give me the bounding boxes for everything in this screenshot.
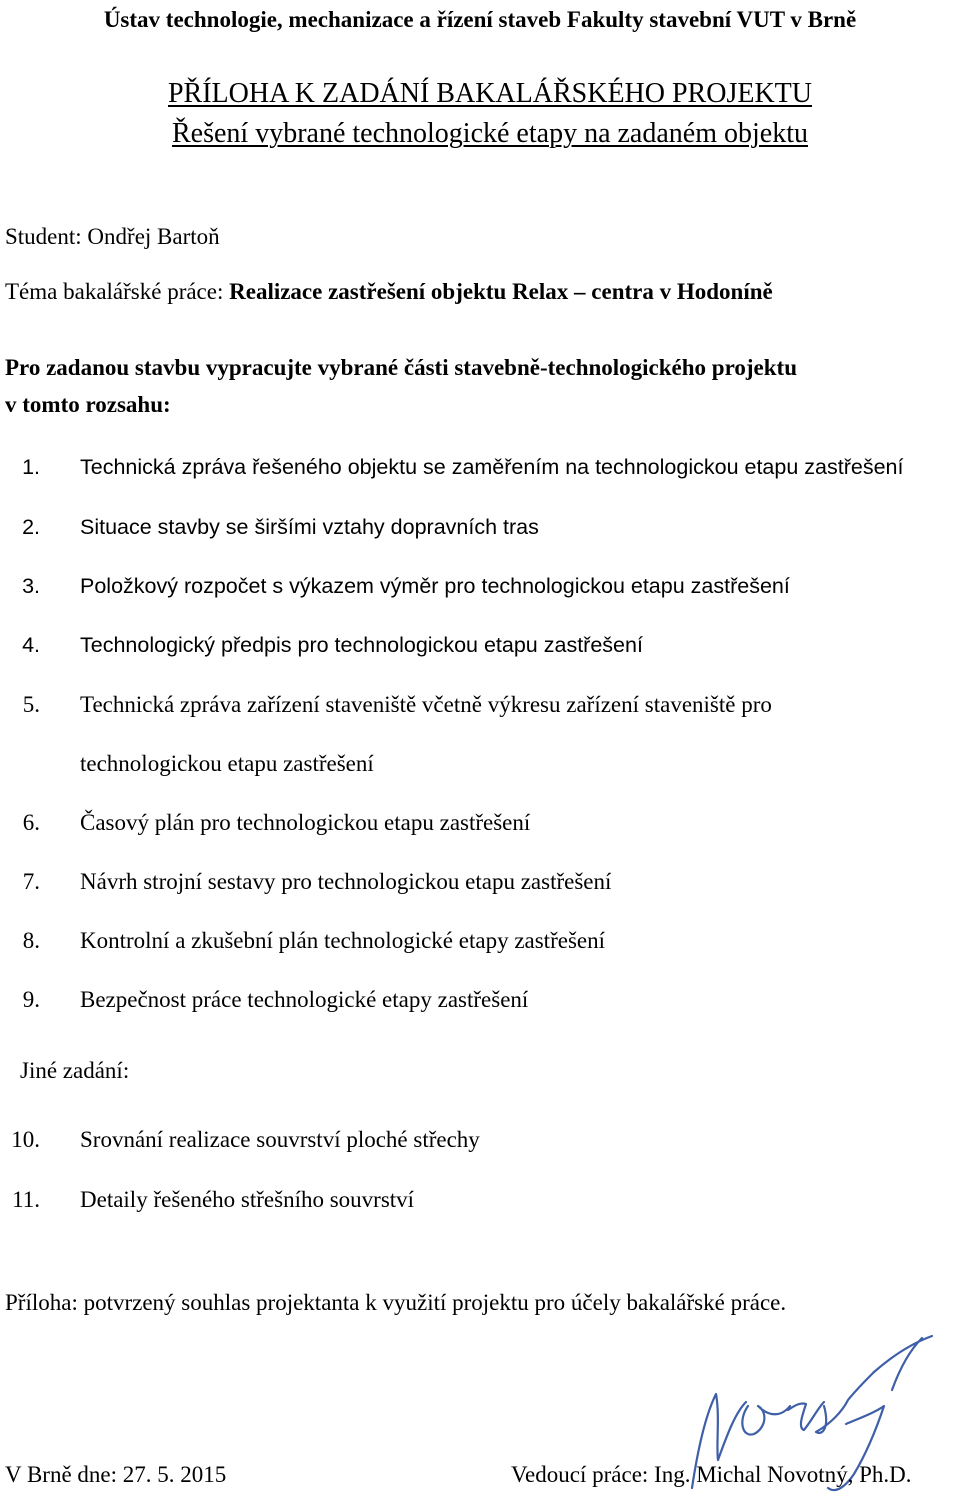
intro-text-continued: v tomto rozsahu: <box>5 392 171 417</box>
attachment-note: Příloha: potvrzený souhlas projektanta k využití projektu pro účely bakalářské práce. <box>5 1290 787 1315</box>
student-name: Ondřej Bartoň <box>87 224 220 249</box>
topic-value: Realizace zastřešení objektu Relax – centra v Hodoníně <box>229 279 773 304</box>
list-item-text: Návrh strojní sestavy pro technologickou etapu zastřešení <box>80 869 612 894</box>
list-item-text: Kontrolní a zkušební plán technologické etapy zastřešení <box>80 928 605 953</box>
list-item-text: Technologický předpis pro technologickou etapu zastřešení <box>80 633 643 657</box>
list-item-number: 5. <box>22 692 40 717</box>
list-item-text: Situace stavby se širšími vztahy dopravních tras <box>80 515 539 539</box>
list-item-text: Srovnání realizace souvrství ploché střechy <box>80 1127 480 1152</box>
list-item-number: 1. <box>22 455 40 479</box>
topic-line <box>5 277 773 307</box>
list-item-number: 7. <box>22 869 40 894</box>
student-label: Student: <box>5 224 82 249</box>
list-item-number: 6. <box>22 810 40 835</box>
list-item-number: 8. <box>22 928 40 953</box>
student-line <box>5 222 220 252</box>
list-item-text: technologickou etapu zastřešení <box>80 751 374 776</box>
date-line: V Brně dne: 27. 5. 2015 <box>5 1462 227 1487</box>
supervisor-line: Vedoucí práce: Ing. Michal Novotný, Ph.D. <box>511 1462 912 1487</box>
list-item-text: Technická zpráva řešeného objektu se zaměřením na technologickou etapu zastřešení <box>80 455 904 479</box>
other-assignment-label: Jiné zadání: <box>20 1058 130 1083</box>
list-item-text: Technická zpráva zařízení staveniště včetně výkresu zařízení staveniště pro <box>80 692 772 717</box>
list-item-number: 3. <box>22 574 40 598</box>
topic-label: Téma bakalářské práce: <box>5 279 224 304</box>
list-item-number: 10. <box>11 1127 40 1152</box>
document-subtitle: Řešení vybrané technologické etapy na zadaném objektu <box>172 118 808 149</box>
list-item-text: Položkový rozpočet s výkazem výměr pro technologickou etapu zastřešení <box>80 574 790 598</box>
list-item-text: Bezpečnost práce technologické etapy zastřešení <box>80 987 529 1012</box>
list-item-number: 2. <box>22 515 40 539</box>
intro-text: Pro zadanou stavbu vypracujte vybrané části stavebně-technologického projektu <box>5 355 798 380</box>
document-title: PŘÍLOHA K ZADÁNÍ BAKALÁŘSKÉHO PROJEKTU <box>167 78 812 109</box>
list-item-number: 9. <box>22 987 40 1012</box>
list-item-number: 11. <box>12 1187 40 1212</box>
list-item-number: 4. <box>22 633 40 657</box>
institute-heading: Ústav technologie, mechanizace a řízení staveb Fakulty stavební VUT v Brně <box>103 7 857 32</box>
list-item-text: Časový plán pro technologickou etapu zastřešení <box>80 810 531 835</box>
list-item-text: Detaily řešeného střešního souvrství <box>80 1187 415 1212</box>
